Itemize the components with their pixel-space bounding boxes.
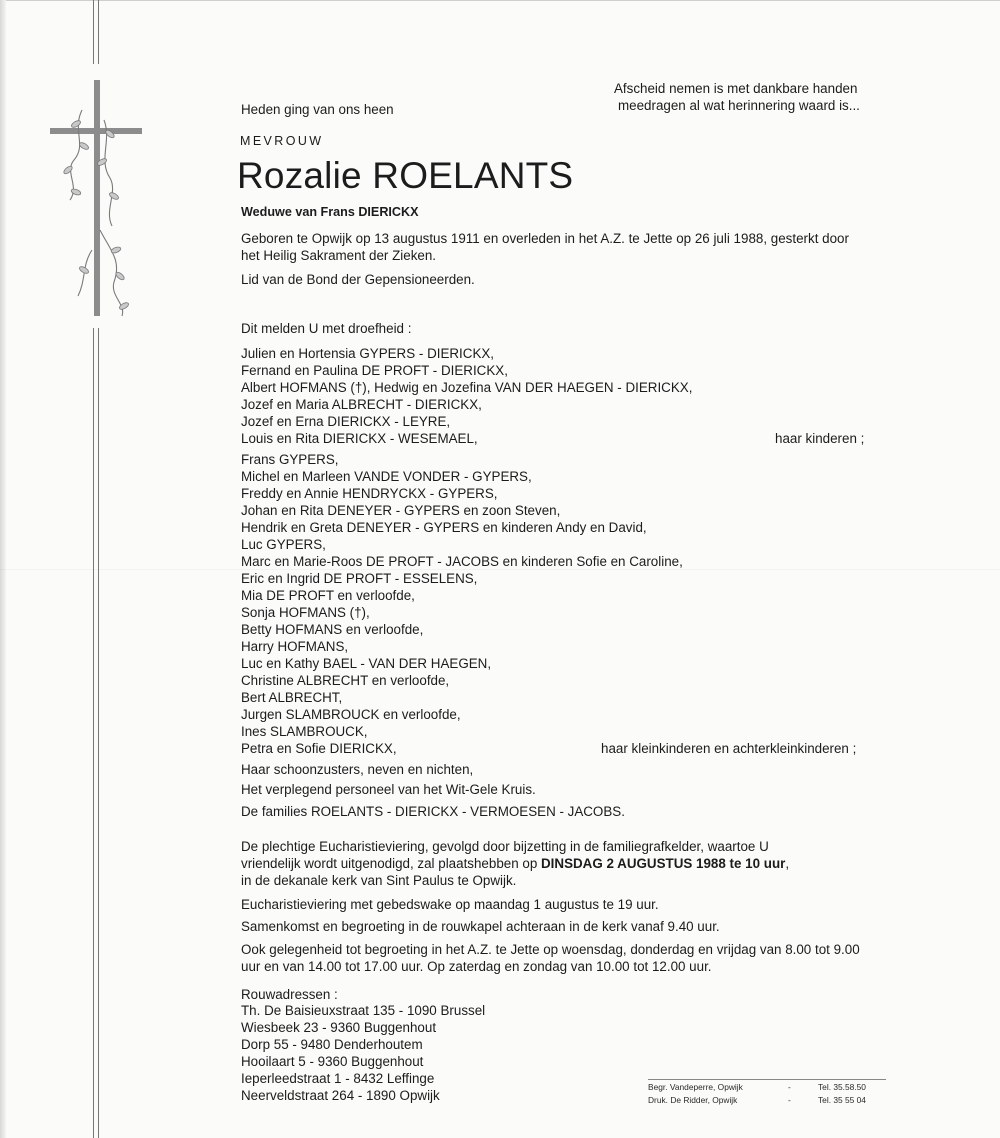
- printer-line-2-tel: Tel. 35 55 04: [818, 1095, 866, 1105]
- decor-line-bottom: [93, 328, 99, 1138]
- membership: Lid van de Bond der Gepensioneerden.: [241, 272, 475, 287]
- others-line-2: Het verplegend personeel van het Wit-Gele Kruis.: [241, 782, 536, 797]
- printer-line-1-name: Begr. Vandeperre, Opwijk: [648, 1082, 743, 1092]
- list-item: Julien en Hortensia GYPERS - DIERICKX,: [241, 346, 495, 361]
- intro-text: Heden ging van ons heen: [241, 102, 394, 117]
- top-edge-line: [0, 0, 1000, 1]
- list-item: Michel en Marleen VANDE VONDER - GYPERS,: [241, 469, 532, 484]
- list-item: Hendrik en Greta DENEYER - GYPERS en kinderen Andy en David,: [241, 520, 647, 535]
- children-label: haar kinderen ;: [775, 431, 865, 446]
- decor-line-top: [93, 0, 99, 64]
- ceremony-line-3: in de dekanale kerk van Sint Paulus te Opwijk.: [241, 873, 517, 888]
- list-item: Bert ALBRECHT,: [241, 690, 343, 705]
- list-item: Fernand en Paulina DE PROFT - DIERICKX,: [241, 363, 508, 378]
- list-item: Frans GYPERS,: [241, 452, 339, 467]
- quote-line-2: meedragen al wat herinnering waard is...: [618, 98, 860, 113]
- address-line: Hooilaart 5 - 9360 Buggenhout: [241, 1054, 424, 1069]
- ceremony-line-2: [241, 855, 789, 872]
- list-item: Jurgen SLAMBROUCK en verloofde,: [241, 707, 461, 722]
- quote-line-1: Afscheid nemen is met dankbare handen: [614, 81, 858, 96]
- list-item: Luc GYPERS,: [241, 537, 326, 552]
- address-line: Th. De Baisieuxstraat 135 - 1090 Brussel: [241, 1003, 486, 1018]
- visit-line-2: uur en van 14.00 tot 17.00 uur. Op zaterdag en zondag van 10.00 tot 12.00 uur.: [241, 959, 712, 974]
- list-item: Marc en Marie-Roos DE PROFT - JACOBS en kinderen Sofie en Caroline,: [241, 554, 683, 569]
- list-item: Harry HOFMANS,: [241, 639, 349, 654]
- bio-line-2: het Heilig Sakrament der Zieken.: [241, 248, 437, 263]
- printer-line-1-tel: Tel. 35.58.50: [818, 1082, 866, 1092]
- others-line-3: De families ROELANTS - DIERICKX - VERMOESEN - JACOBS.: [241, 804, 625, 819]
- grandchildren-label: haar kleinkinderen en achterkleinkinderen ;: [601, 741, 857, 756]
- list-item: Mia DE PROFT en verloofde,: [241, 588, 415, 603]
- list-item: Petra en Sofie DIERICKX,: [241, 741, 397, 756]
- printer-rule: [648, 1079, 886, 1080]
- list-item: Ines SLAMBROUCK,: [241, 724, 368, 739]
- list-item: Luc en Kathy BAEL - VAN DER HAEGEN,: [241, 656, 492, 671]
- list-item: Johan en Rita DENEYER - GYPERS en zoon Steven,: [241, 503, 561, 518]
- title-mevrouw: MEVROUW: [240, 134, 324, 148]
- gathering: Samenkomst en begroeting in de rouwkapel achteraan in de kerk vanaf 9.40 uur.: [241, 919, 720, 934]
- list-item: Jozef en Erna DIERICKX - LEYRE,: [241, 414, 451, 429]
- widow-of: Weduwe van Frans DIERICKX: [241, 205, 419, 219]
- ceremony-date: DINSDAG 2 AUGUSTUS 1988 te 10 uur: [541, 856, 786, 871]
- visit-line-1: Ook gelegenheid tot begroeting in het A.Z. te Jette op woensdag, donderdag en vrijdag van 8.00 tot 9.00: [241, 942, 860, 957]
- list-item: Jozef en Maria ALBRECHT - DIERICKX,: [241, 397, 482, 412]
- printer-line-2-name: Druk. De Ridder, Opwijk: [648, 1095, 738, 1105]
- ceremony-line-2-pre: vriendelijk wordt uitgenodigd, zal plaatshebben op: [241, 856, 542, 871]
- list-item: Louis en Rita DIERICKX - WESEMAEL,: [241, 431, 478, 446]
- others-line-1: Haar schoonzusters, neven en nichten,: [241, 762, 474, 777]
- addresses-heading: Rouwadressen :: [241, 987, 338, 1002]
- list-item: Betty HOFMANS en verloofde,: [241, 622, 424, 637]
- list-item: Sonja HOFMANS (†),: [241, 605, 370, 620]
- deceased-name: Rozalie ROELANTS: [237, 155, 574, 196]
- printer-line-2-dash: -: [788, 1095, 791, 1105]
- address-line: Wiesbeek 23 - 9360 Buggenhout: [241, 1020, 437, 1035]
- ceremony-line-1: De plechtige Eucharistieviering, gevolgd door bijzetting in de familiegrafkelder, waartoe U: [241, 839, 769, 854]
- vigil: Eucharistieviering met gebedswake op maandag 1 augustus te 19 uur.: [241, 897, 659, 912]
- address-line: Dorp 55 - 9480 Denderhoutem: [241, 1037, 423, 1052]
- list-item: Eric en Ingrid DE PROFT - ESSELENS,: [241, 571, 478, 586]
- list-item: Christine ALBRECHT en verloofde,: [241, 673, 450, 688]
- ceremony-line-2-post: ,: [785, 856, 790, 871]
- bio-line-1: Geboren te Opwijk op 13 augustus 1911 en overleden in het A.Z. te Jette op 26 juli 1988, gesterkt door: [241, 231, 849, 246]
- address-line: Ieperleedstraat 1 - 8432 Leffinge: [241, 1071, 435, 1086]
- address-line: Neerveldstraat 264 - 1890 Opwijk: [241, 1088, 440, 1103]
- announce: Dit melden U met droefheid :: [241, 321, 412, 336]
- vine-icon: [52, 100, 132, 320]
- list-item: Freddy en Annie HENDRYCKX - GYPERS,: [241, 486, 498, 501]
- list-item: Albert HOFMANS (†), Hedwig en Jozefina VAN DER HAEGEN - DIERICKX,: [241, 380, 693, 395]
- printer-line-1-dash: -: [788, 1082, 791, 1092]
